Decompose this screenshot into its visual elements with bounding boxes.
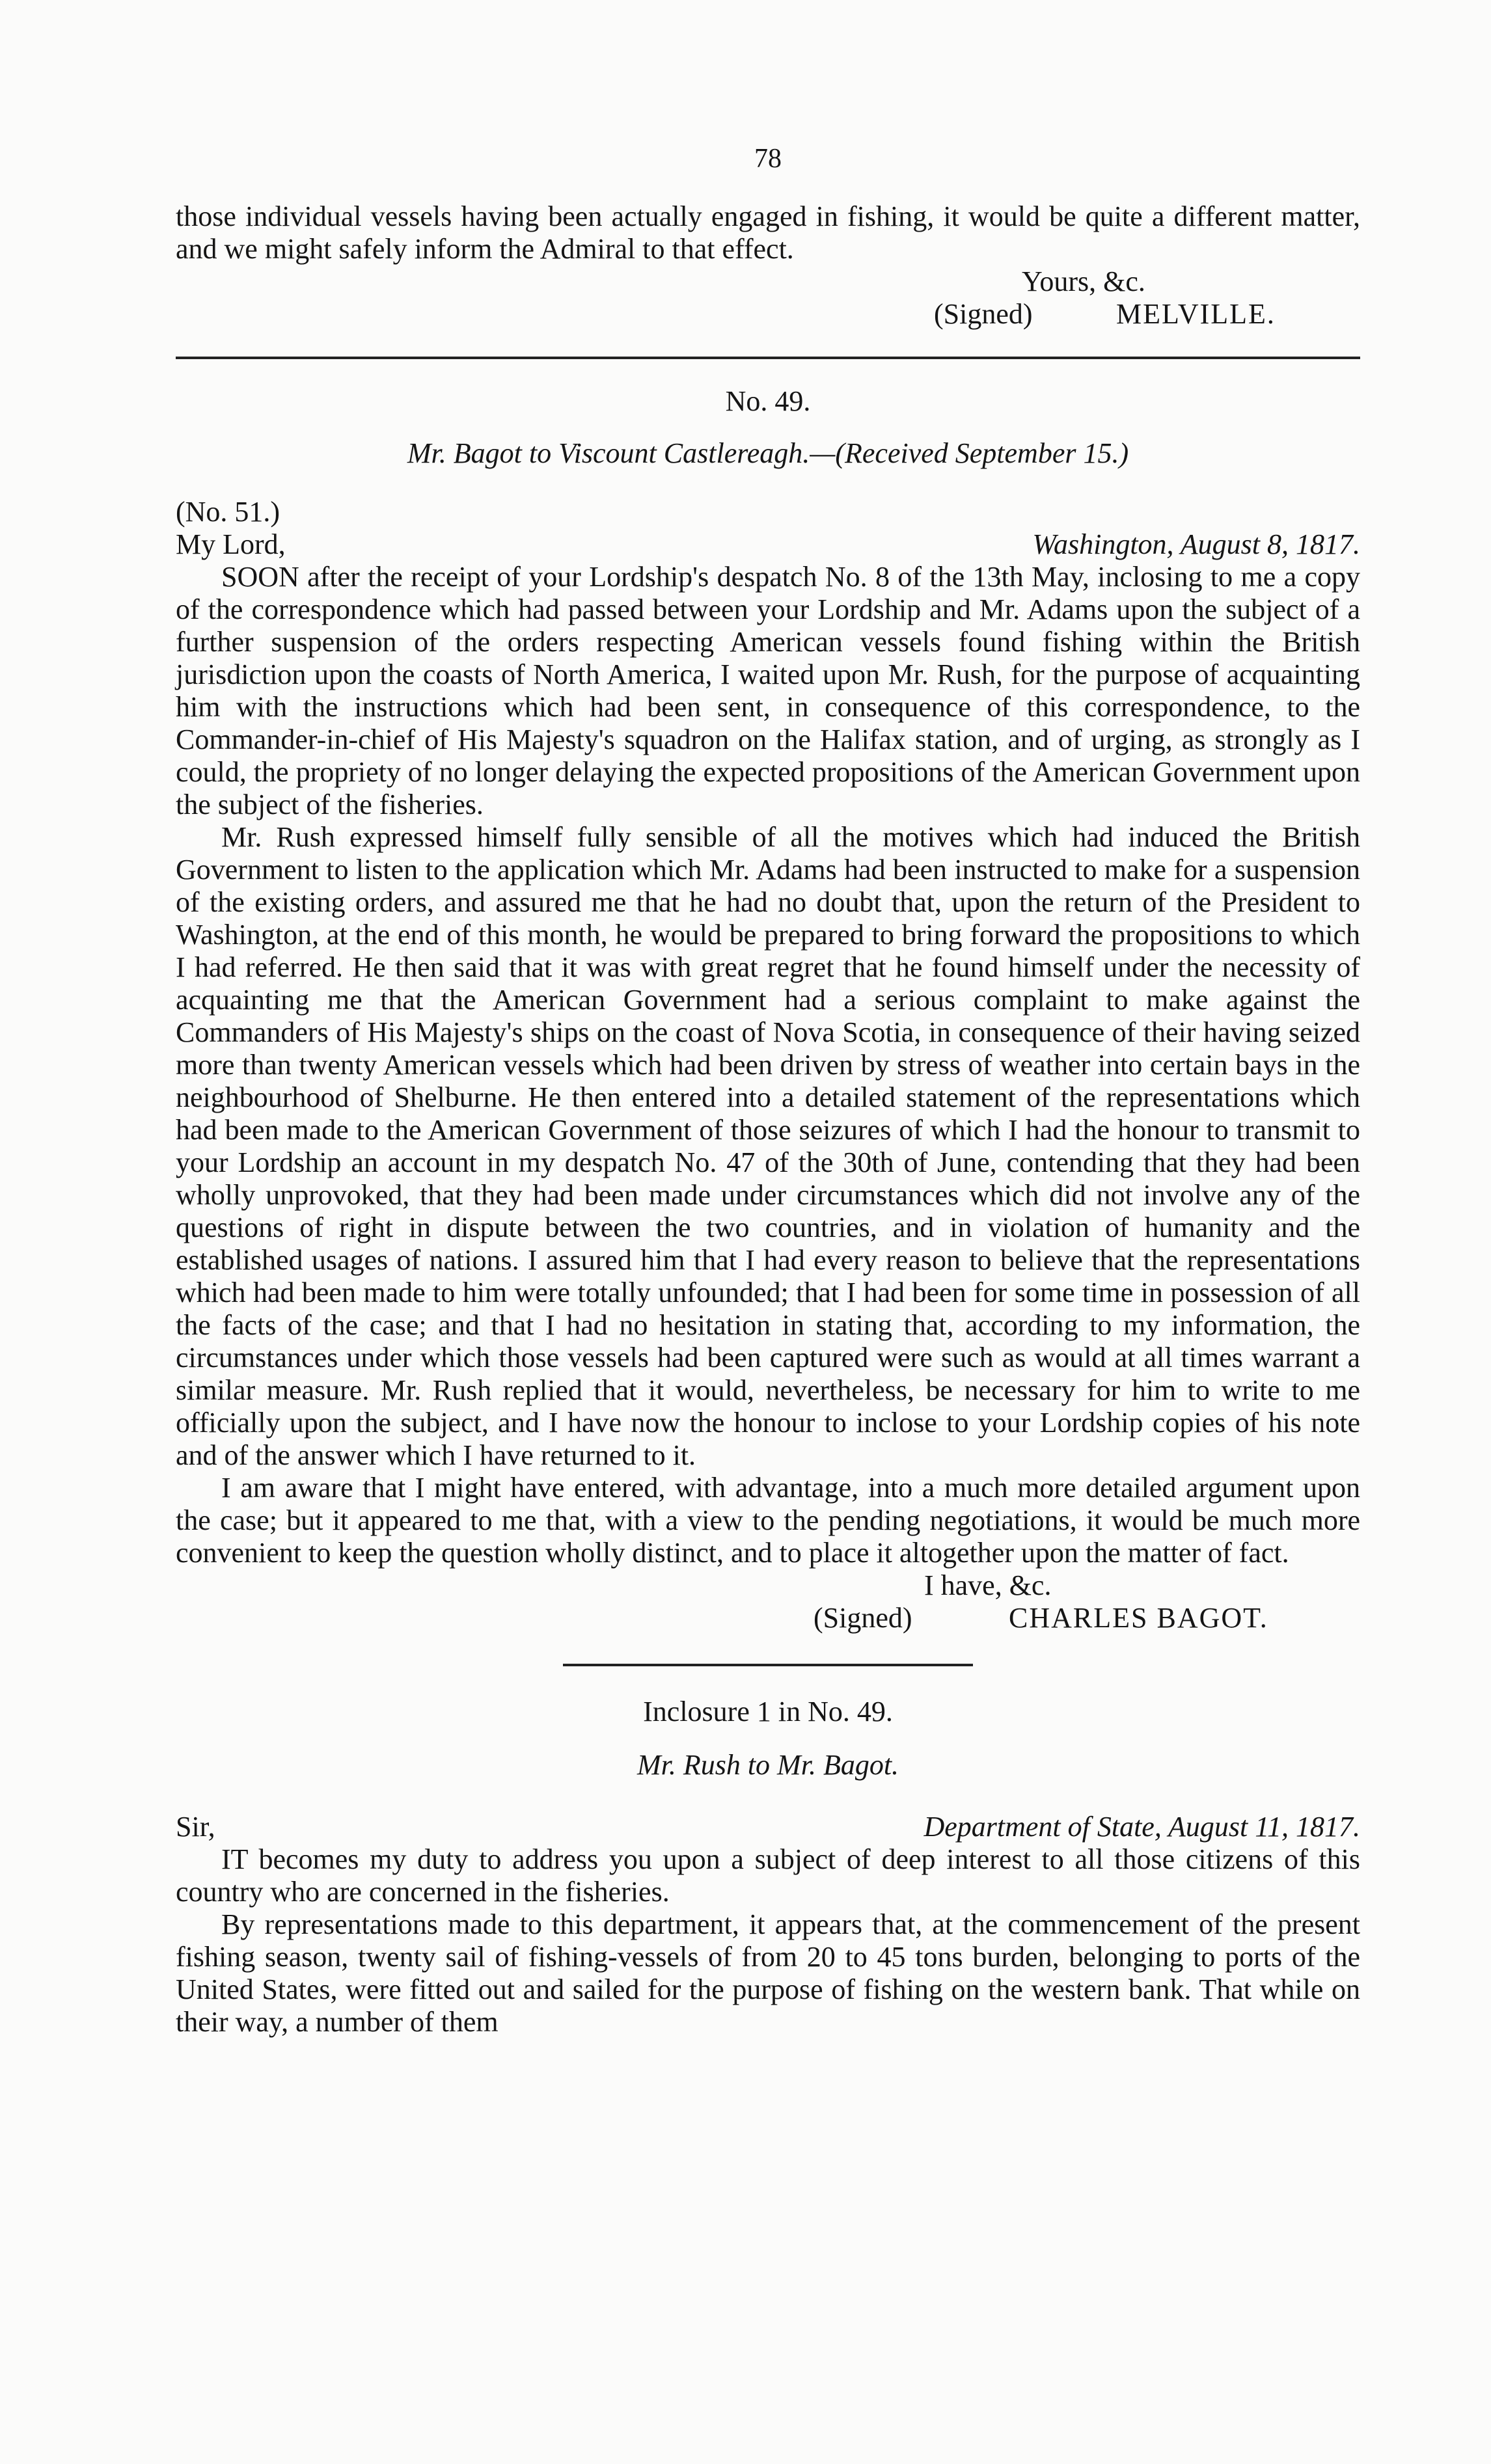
short-divider [563,1664,973,1666]
signature: MELVILLE. [1116,298,1276,330]
inclosure-subtitle: Mr. Rush to Mr. Bagot. [636,1749,899,1781]
letter-closing: I have, &c. [924,1569,1052,1601]
letter-paragraph-2: Mr. Rush expressed himself fully sensible of all the motives which had induced the British Government to listen to the application which Mr. Adams had been instructed to make for a suspension of the existing orders, and assured me that he had no doubt that, upon the return of the President to Washington, at the end of this month, he would be prepared to bring forward the propositions to which I had referred. He then said that it was with great regret that he found himself under the necessity of acquainting me that the American Government had a serious complaint to make against the Commanders of His Majesty's ships on the coast of Nova Scotia, in consequence of their having seized more than twenty American vessels which had been driven by stress of weather into certain bays in the neighbourhood of Shelburne. He then entered into a detailed statement of the representations which had been made to the American Government of those seizures of which I had the honour to transmit to your Lordship an account in my despatch No. 47 of the 30th of June, contending that they had been wholly unprovoked, that they had been made under circumstances which did not involve any of the questions of right in dispute between the two countries, and in violation of humanity and the established usages of nations. I assured him that I had every reason to believe that the representations which had been made to him were totally unfounded; that I had been for some time in possession of all the facts of the case; and that I had no hesitation in stating that, according to my information, the circumstances under which those vessels had been captured were such as would at all times warrant a similar measure. Mr. Rush replied that it would, nevertheless, be necessary for him to write to me officially upon the subject, and I have now the honour to inclose to your Lordship copies of his note and of the answer which I have returned to it. [176,821,1360,1471]
inclosure-paragraph-1: IT becomes my duty to address you upon a subject of deep interest to all those citizens of this country who are concerned in the fisheries. [176,1843,1360,1908]
inclosure-dateline-row [176,1811,1360,1843]
dateline-row [176,528,1360,561]
letter-paragraph-1: SOON after the receipt of your Lordship's despatch No. 8 of the 13th May, inclosing to me a copy of the correspondence which had passed between your Lordship and Mr. Adams upon the subject of a further suspension of the orders respecting American vessels found fishing within the British jurisdiction upon the coasts of North America, I waited upon Mr. Rush, for the purpose of acquainting him with the instructions which had been sent, in consequence of this correspondence, to the Commander-in-chief of His Majesty's squadron on the Halifax station, and of urging, as strongly as I could, the propriety of no longer delaying the expected propositions of the American Government upon the subject of the fisheries. [176,561,1360,820]
continuation-signature-line [176,298,1360,331]
signed-label: (Signed) [814,1602,912,1634]
signature: CHARLES BAGOT. [1009,1602,1268,1634]
letter-paragraph-3: I am aware that I might have entered, with advantage, into a much more detailed argument upon the case; but it appeared to me that, with a view to the pending negotiations, it would be much more convenient to keep the question wholly distinct, and to place it altogether upon the matter of fact. [176,1472,1360,1569]
page-number: 78 [754,144,782,174]
dateline: Department of State, August 11, 1817. [923,1811,1360,1843]
inclosure-title: Inclosure 1 in No. 49. [643,1696,893,1727]
dateline: Washington, August 8, 1817. [1032,528,1360,560]
document-number: No. 49. [725,385,811,417]
letter-signature-line [176,1602,1360,1634]
continuation-text: those individual vessels having been actually engaged in fishing, it would be quite a different matter, and we might safely inform the Admiral to that effect. [176,200,1360,265]
continuation-closing: Yours, &c. [1022,265,1145,297]
document-subtitle: Mr. Bagot to Viscount Castlereagh.—(Received September 15.) [407,437,1129,469]
salutation: Sir, [176,1811,215,1843]
section-divider [176,357,1360,359]
signed-label: (Signed) [934,298,1033,330]
document-reference: (No. 51.) [176,496,280,528]
salutation: My Lord, [176,528,286,560]
inclosure-paragraph-2: By representations made to this department, it appears that, at the commencement of the present fishing season, twenty sail of fishing-vessels of from 20 to 45 tons burden, belonging to ports of the United States, were fitted out and sailed for the purpose of fishing on the western bank. That while on their way, a number of them [176,1908,1360,2038]
document-page [176,143,1360,2038]
